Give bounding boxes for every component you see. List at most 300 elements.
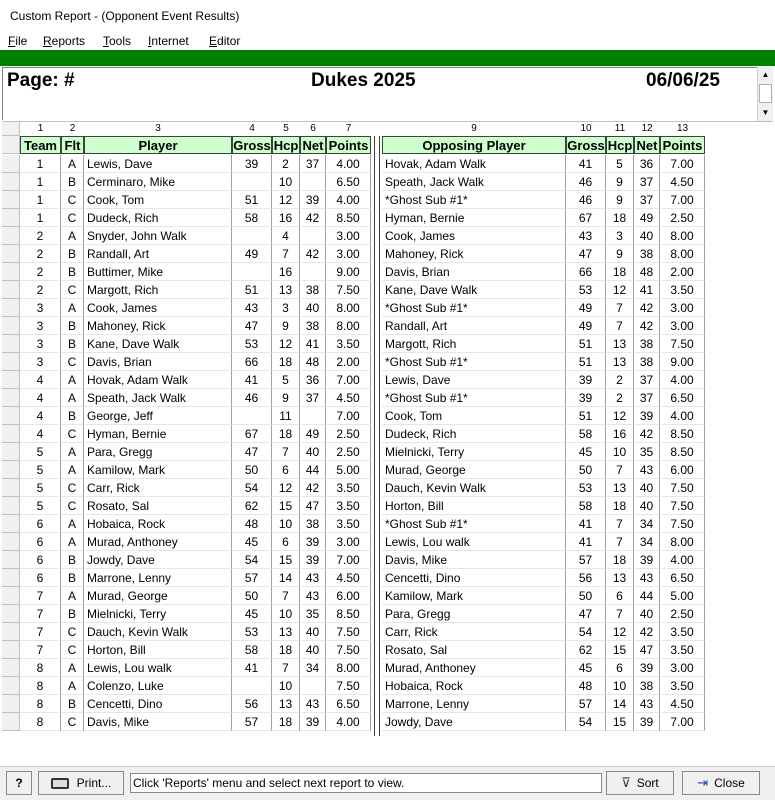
cell-net: 34 xyxy=(300,659,326,677)
cell-hcp: 18 xyxy=(272,641,300,659)
row-header[interactable] xyxy=(2,317,20,335)
cell-hcp: 18 xyxy=(272,713,300,731)
cell-opp-hcp: 15 xyxy=(606,641,634,659)
cell-gross: 56 xyxy=(232,695,272,713)
cell-team: 4 xyxy=(20,425,61,443)
row-header[interactable] xyxy=(2,299,20,317)
cell-flt: C xyxy=(61,353,84,371)
row-header[interactable] xyxy=(2,389,20,407)
cell-net xyxy=(300,227,326,245)
row-header[interactable] xyxy=(2,695,20,713)
row-header[interactable] xyxy=(2,245,20,263)
cell-opp-hcp: 9 xyxy=(606,173,634,191)
cell-opp-player: *Ghost Sub #1* xyxy=(382,191,566,209)
cell-net: 38 xyxy=(300,515,326,533)
cell-net: 39 xyxy=(300,551,326,569)
row-header[interactable] xyxy=(2,569,20,587)
cell-gross: 51 xyxy=(232,191,272,209)
cell-opp-hcp: 14 xyxy=(606,695,634,713)
cell-points: 8.00 xyxy=(326,659,371,677)
cell-opp-points: 3.00 xyxy=(660,317,705,335)
scroll-up-icon[interactable]: ▲ xyxy=(758,67,773,83)
cell-flt: C xyxy=(61,425,84,443)
cell-opp-net: 42 xyxy=(634,299,660,317)
row-header[interactable] xyxy=(2,677,20,695)
report-title: Dukes 2025 xyxy=(311,70,416,91)
cell-points: 8.50 xyxy=(326,209,371,227)
column-number: 7 xyxy=(345,123,352,134)
cell-hcp: 12 xyxy=(272,191,300,209)
cell-net xyxy=(300,677,326,695)
cell-opp-player: Lewis, Dave xyxy=(382,371,566,389)
menu-internet[interactable]: Internet xyxy=(148,34,189,48)
cell-player: Kamilow, Mark xyxy=(84,461,232,479)
cell-opp-net: 39 xyxy=(634,407,660,425)
cell-opp-points: 3.50 xyxy=(660,641,705,659)
cell-flt: C xyxy=(61,497,84,515)
cell-flt: A xyxy=(61,533,84,551)
cell-flt: A xyxy=(61,443,84,461)
column-header-gross: Gross xyxy=(233,138,271,153)
cell-opp-player: Hyman, Bernie xyxy=(382,209,566,227)
cell-net: 35 xyxy=(300,605,326,623)
cell-net: 41 xyxy=(300,335,326,353)
column-number: 1 xyxy=(37,123,44,134)
cell-points: 3.00 xyxy=(326,245,371,263)
cell-opp-gross: 49 xyxy=(566,299,606,317)
cell-opp-gross: 54 xyxy=(566,623,606,641)
cell-player: Hyman, Bernie xyxy=(84,425,232,443)
cell-opp-gross: 56 xyxy=(566,569,606,587)
cell-team: 3 xyxy=(20,353,61,371)
cell-opp-net: 43 xyxy=(634,569,660,587)
printer-icon xyxy=(51,778,69,789)
cell-gross: 50 xyxy=(232,461,272,479)
cell-opp-gross: 58 xyxy=(566,425,606,443)
cell-points: 8.50 xyxy=(326,605,371,623)
cell-flt: C xyxy=(61,713,84,731)
cell-points: 7.50 xyxy=(326,623,371,641)
cell-gross: 41 xyxy=(232,659,272,677)
row-header[interactable] xyxy=(2,155,20,173)
cell-opp-points: 3.00 xyxy=(660,299,705,317)
cell-points: 4.00 xyxy=(326,191,371,209)
cell-points: 4.50 xyxy=(326,569,371,587)
cell-opp-player: Jowdy, Dave xyxy=(382,713,566,731)
cell-opp-points: 4.50 xyxy=(660,173,705,191)
cell-gross: 51 xyxy=(232,281,272,299)
cell-flt: A xyxy=(61,389,84,407)
row-header[interactable] xyxy=(2,623,20,641)
print-button-label: Print... xyxy=(76,776,112,790)
column-header-player: Player xyxy=(84,136,232,154)
cell-player: Snyder, John Walk xyxy=(84,227,232,245)
cell-hcp: 7 xyxy=(272,587,300,605)
cell-team: 7 xyxy=(20,623,61,641)
cell-hcp: 2 xyxy=(272,155,300,173)
cell-opp-net: 35 xyxy=(634,443,660,461)
cell-opp-net: 34 xyxy=(634,515,660,533)
cell-opp-net: 40 xyxy=(634,227,660,245)
cell-opp-points: 2.50 xyxy=(660,605,705,623)
cell-opp-net: 37 xyxy=(634,371,660,389)
cell-gross: 48 xyxy=(232,515,272,533)
column-number: 9 xyxy=(471,123,477,134)
cell-opp-net: 43 xyxy=(634,461,660,479)
row-header[interactable] xyxy=(2,443,20,461)
cell-flt: B xyxy=(61,407,84,425)
green-toolbar-strip xyxy=(0,50,775,66)
column-header-opp-points: Points xyxy=(660,136,705,154)
cell-team: 1 xyxy=(20,191,61,209)
cell-opp-gross: 41 xyxy=(566,155,606,173)
cell-opp-player: *Ghost Sub #1* xyxy=(382,353,566,371)
cell-opp-gross: 54 xyxy=(566,713,606,731)
row-header[interactable] xyxy=(2,641,20,659)
cell-opp-points: 8.50 xyxy=(660,425,705,443)
column-separator xyxy=(374,136,380,736)
cell-net: 43 xyxy=(300,587,326,605)
cell-hcp: 9 xyxy=(272,389,300,407)
row-header[interactable] xyxy=(2,479,20,497)
cell-opp-points: 5.00 xyxy=(660,587,705,605)
row-header[interactable] xyxy=(2,713,20,731)
cell-flt: B xyxy=(61,263,84,281)
cell-opp-points: 6.50 xyxy=(660,389,705,407)
column-header-net: Net xyxy=(300,136,326,154)
cell-opp-player: Rosato, Sal xyxy=(382,641,566,659)
cell-net xyxy=(300,173,326,191)
cell-hcp: 14 xyxy=(272,569,300,587)
row-header[interactable] xyxy=(2,263,20,281)
cell-opp-player: *Ghost Sub #1* xyxy=(382,389,566,407)
cell-opp-net: 40 xyxy=(634,479,660,497)
cell-opp-points: 8.00 xyxy=(660,245,705,263)
cell-opp-gross: 46 xyxy=(566,173,606,191)
cell-opp-gross: 39 xyxy=(566,371,606,389)
cell-opp-net: 44 xyxy=(634,587,660,605)
cell-opp-net: 37 xyxy=(634,191,660,209)
column-number: 11 xyxy=(614,123,626,134)
cell-gross: 39 xyxy=(232,155,272,173)
cell-team: 3 xyxy=(20,299,61,317)
column-header-hcp: Hcp xyxy=(273,138,299,153)
cell-team: 7 xyxy=(20,587,61,605)
cell-opp-net: 38 xyxy=(634,245,660,263)
row-header[interactable] xyxy=(2,497,20,515)
column-header-points: Points xyxy=(326,136,371,154)
cell-gross xyxy=(232,263,272,281)
cell-opp-player: Murad, Anthoney xyxy=(382,659,566,677)
cell-opp-net: 42 xyxy=(634,317,660,335)
cell-flt: A xyxy=(61,371,84,389)
cell-opp-gross: 53 xyxy=(566,479,606,497)
cell-opp-gross: 51 xyxy=(566,407,606,425)
cell-team: 6 xyxy=(20,533,61,551)
cell-opp-player: Hobaica, Rock xyxy=(382,677,566,695)
sort-filter-icon: ⊽ xyxy=(621,775,631,790)
cell-opp-gross: 51 xyxy=(566,335,606,353)
row-header[interactable] xyxy=(2,461,20,479)
cell-net xyxy=(300,263,326,281)
close-door-icon: ⇥ xyxy=(697,775,709,790)
cell-hcp: 10 xyxy=(272,605,300,623)
cell-points: 8.00 xyxy=(326,299,371,317)
column-number: 4 xyxy=(249,123,255,134)
row-header[interactable] xyxy=(2,335,20,353)
cell-net: 37 xyxy=(300,389,326,407)
cell-opp-gross: 51 xyxy=(566,353,606,371)
cell-flt: A xyxy=(61,227,84,245)
cell-opp-points: 7.00 xyxy=(660,155,705,173)
cell-opp-net: 41 xyxy=(634,281,660,299)
cell-net: 37 xyxy=(300,155,326,173)
sort-button[interactable] xyxy=(606,771,674,795)
cell-opp-player: Speath, Jack Walk xyxy=(382,173,566,191)
cell-hcp: 7 xyxy=(272,245,300,263)
row-header[interactable] xyxy=(2,407,20,425)
cell-points: 6.00 xyxy=(326,587,371,605)
cell-points: 4.00 xyxy=(326,713,371,731)
cell-player: Horton, Bill xyxy=(84,641,232,659)
row-header[interactable] xyxy=(2,533,20,551)
cell-gross: 45 xyxy=(232,533,272,551)
cell-team: 8 xyxy=(20,677,61,695)
cell-opp-points: 4.00 xyxy=(660,551,705,569)
cell-hcp: 6 xyxy=(272,533,300,551)
cell-flt: C xyxy=(61,209,84,227)
cell-opp-player: Mielnicki, Terry xyxy=(382,443,566,461)
cell-opp-net: 38 xyxy=(634,335,660,353)
cell-points: 3.00 xyxy=(326,533,371,551)
cell-opp-player: *Ghost Sub #1* xyxy=(382,299,566,317)
cell-opp-gross: 45 xyxy=(566,659,606,677)
cell-gross xyxy=(232,677,272,695)
cell-gross: 57 xyxy=(232,569,272,587)
cell-team: 2 xyxy=(20,263,61,281)
cell-opp-gross: 43 xyxy=(566,227,606,245)
cell-points: 3.50 xyxy=(326,335,371,353)
cell-hcp: 3 xyxy=(272,299,300,317)
cell-net: 36 xyxy=(300,371,326,389)
cell-opp-net: 39 xyxy=(634,713,660,731)
cell-points: 3.00 xyxy=(326,227,371,245)
cell-opp-hcp: 13 xyxy=(606,569,634,587)
cell-points: 3.50 xyxy=(326,515,371,533)
column-header-opp-net: Net xyxy=(634,136,660,154)
cell-opp-player: Para, Gregg xyxy=(382,605,566,623)
cell-player: Hobaica, Rock xyxy=(84,515,232,533)
cell-player: George, Jeff xyxy=(84,407,232,425)
cell-opp-net: 34 xyxy=(634,533,660,551)
column-number: 13 xyxy=(676,123,689,134)
cell-opp-hcp: 12 xyxy=(606,407,634,425)
row-header[interactable] xyxy=(2,659,20,677)
column-number: 2 xyxy=(69,123,76,134)
cell-player: Jowdy, Dave xyxy=(84,551,232,569)
cell-points: 7.50 xyxy=(326,281,371,299)
cell-team: 2 xyxy=(20,227,61,245)
row-header[interactable] xyxy=(2,371,20,389)
cell-flt: B xyxy=(61,695,84,713)
cell-opp-points: 3.00 xyxy=(660,659,705,677)
cell-player: Dudeck, Rich xyxy=(84,209,232,227)
cell-opp-net: 37 xyxy=(634,389,660,407)
scroll-thumb[interactable] xyxy=(759,84,772,103)
cell-flt: B xyxy=(61,605,84,623)
cell-points: 3.50 xyxy=(326,479,371,497)
cell-hcp: 16 xyxy=(272,263,300,281)
help-button[interactable] xyxy=(6,771,32,795)
cell-net: 43 xyxy=(300,695,326,713)
cell-team: 1 xyxy=(20,209,61,227)
cell-flt: A xyxy=(61,515,84,533)
row-header[interactable] xyxy=(2,209,20,227)
cell-opp-gross: 66 xyxy=(566,263,606,281)
print-button[interactable] xyxy=(38,771,124,795)
cell-opp-points: 9.00 xyxy=(660,353,705,371)
cell-net: 40 xyxy=(300,641,326,659)
cell-net: 38 xyxy=(300,317,326,335)
cell-opp-player: Mahoney, Rick xyxy=(382,245,566,263)
cell-net: 49 xyxy=(300,425,326,443)
cell-opp-hcp: 18 xyxy=(606,497,634,515)
cell-opp-hcp: 7 xyxy=(606,317,634,335)
cell-hcp: 16 xyxy=(272,209,300,227)
menu-tools[interactable]: Tools xyxy=(103,34,132,48)
cell-flt: A xyxy=(61,299,84,317)
cell-opp-gross: 47 xyxy=(566,605,606,623)
cell-hcp: 7 xyxy=(272,443,300,461)
cell-player: Cencetti, Dino xyxy=(84,695,232,713)
close-button-label: Close xyxy=(714,776,745,790)
cell-opp-points: 3.50 xyxy=(660,281,705,299)
cell-points: 7.00 xyxy=(326,551,371,569)
cell-opp-hcp: 18 xyxy=(606,209,634,227)
row-header[interactable] xyxy=(2,425,20,443)
cell-opp-player: Carr, Rick xyxy=(382,623,566,641)
cell-net: 39 xyxy=(300,191,326,209)
cell-net: 40 xyxy=(300,443,326,461)
cell-team: 4 xyxy=(20,371,61,389)
row-header[interactable] xyxy=(2,353,20,371)
cell-points: 6.50 xyxy=(326,695,371,713)
cell-team: 7 xyxy=(20,605,61,623)
cell-opp-gross: 57 xyxy=(566,695,606,713)
cell-team: 5 xyxy=(20,479,61,497)
cell-opp-points: 7.00 xyxy=(660,713,705,731)
help-icon: ? xyxy=(15,776,23,790)
cell-opp-points: 2.50 xyxy=(660,209,705,227)
cell-opp-net: 48 xyxy=(634,263,660,281)
cell-opp-hcp: 9 xyxy=(606,191,634,209)
menu-file[interactable]: File xyxy=(8,34,28,48)
scroll-down-icon[interactable]: ▼ xyxy=(758,105,773,121)
cell-opp-gross: 41 xyxy=(566,515,606,533)
cell-opp-points: 8.00 xyxy=(660,533,705,551)
cell-gross: 57 xyxy=(232,713,272,731)
cell-points: 5.00 xyxy=(326,461,371,479)
column-number: 10 xyxy=(580,123,592,134)
cell-opp-gross: 50 xyxy=(566,587,606,605)
header-scrollbar[interactable] xyxy=(757,67,773,121)
cell-player: Marrone, Lenny xyxy=(84,569,232,587)
cell-hcp: 7 xyxy=(272,659,300,677)
cell-opp-gross: 50 xyxy=(566,461,606,479)
cell-opp-net: 40 xyxy=(634,497,660,515)
cell-opp-player: Dudeck, Rich xyxy=(382,425,566,443)
row-header[interactable] xyxy=(2,281,20,299)
cell-player: Kane, Dave Walk xyxy=(84,335,232,353)
cell-hcp: 6 xyxy=(272,461,300,479)
cell-opp-points: 7.00 xyxy=(660,191,705,209)
cell-points: 6.50 xyxy=(326,173,371,191)
cell-opp-player: Hovak, Adam Walk xyxy=(382,155,566,173)
cell-hcp: 11 xyxy=(272,407,300,425)
column-header-team: Team xyxy=(20,136,61,154)
cell-gross: 50 xyxy=(232,587,272,605)
row-header[interactable] xyxy=(2,587,20,605)
menu-editor[interactable]: Editor xyxy=(209,34,241,48)
cell-net: 42 xyxy=(300,245,326,263)
cell-flt: A xyxy=(61,587,84,605)
cell-opp-player: Cencetti, Dino xyxy=(382,569,566,587)
row-header[interactable] xyxy=(2,515,20,533)
cell-team: 5 xyxy=(20,461,61,479)
cell-opp-gross: 62 xyxy=(566,641,606,659)
cell-net: 44 xyxy=(300,461,326,479)
cell-team: 6 xyxy=(20,551,61,569)
column-number: 6 xyxy=(310,123,316,134)
window-title: Custom Report - (Opponent Event Results) xyxy=(0,0,775,32)
row-header[interactable] xyxy=(2,605,20,623)
cell-opp-points: 8.50 xyxy=(660,443,705,461)
cell-hcp: 15 xyxy=(272,551,300,569)
close-button[interactable] xyxy=(682,771,760,795)
cell-player: Buttimer, Mike xyxy=(84,263,232,281)
cell-opp-hcp: 15 xyxy=(606,713,634,731)
cell-points: 7.50 xyxy=(326,641,371,659)
cell-flt: C xyxy=(61,191,84,209)
row-header[interactable] xyxy=(2,173,20,191)
cell-flt: B xyxy=(61,317,84,335)
cell-gross xyxy=(232,173,272,191)
cell-flt: C xyxy=(61,479,84,497)
cell-flt: B xyxy=(61,569,84,587)
row-header[interactable] xyxy=(2,191,20,209)
cell-flt: A xyxy=(61,677,84,695)
cell-gross: 58 xyxy=(232,641,272,659)
cell-net: 43 xyxy=(300,569,326,587)
row-header[interactable] xyxy=(2,551,20,569)
row-header[interactable] xyxy=(2,227,20,245)
cell-points: 2.50 xyxy=(326,425,371,443)
cell-opp-hcp: 13 xyxy=(606,335,634,353)
cell-opp-hcp: 12 xyxy=(606,623,634,641)
cell-team: 2 xyxy=(20,281,61,299)
cell-opp-hcp: 9 xyxy=(606,245,634,263)
cell-net: 48 xyxy=(300,353,326,371)
cell-opp-net: 40 xyxy=(634,605,660,623)
cell-flt: C xyxy=(61,641,84,659)
menu-reports[interactable]: Reports xyxy=(43,34,86,48)
cell-opp-points: 4.00 xyxy=(660,371,705,389)
cell-opp-hcp: 2 xyxy=(606,389,634,407)
cell-opp-hcp: 13 xyxy=(606,479,634,497)
cell-gross: 66 xyxy=(232,353,272,371)
page-label: Page: # xyxy=(7,70,75,91)
cell-gross xyxy=(232,407,272,425)
